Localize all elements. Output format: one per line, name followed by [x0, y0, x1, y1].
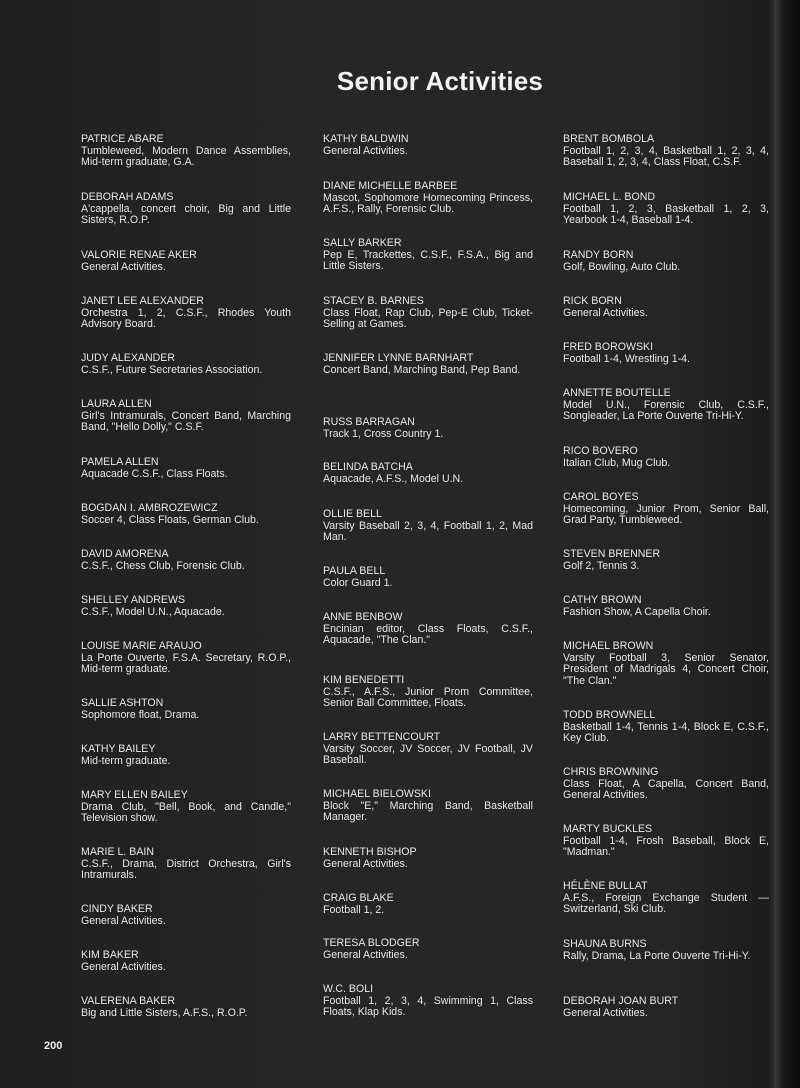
list-item	[563, 446, 769, 469]
list-item	[323, 566, 533, 589]
student-name: PATRICE ABARE	[81, 133, 164, 145]
student-name: SALLIE ASHTON	[81, 697, 164, 709]
student-activities: General Activities.	[323, 857, 408, 870]
student-activities: Basketball 1-4, Tennis 1-4, Block E, C.S.F., Key Club.	[563, 720, 769, 745]
list-item	[563, 710, 769, 745]
list-item	[563, 134, 769, 169]
list-item	[563, 250, 769, 273]
student-activities: Sophomore float, Drama.	[81, 708, 200, 721]
list-item	[323, 238, 533, 273]
student-activities: General Activities.	[81, 960, 166, 973]
student-name: BOGDAN I. AMBROZEWICZ	[81, 502, 218, 514]
student-activities: Football 1-4, Frosh Baseball, Block E, "Madman."	[563, 834, 769, 859]
list-item	[563, 296, 769, 319]
list-item	[323, 417, 533, 440]
list-item	[81, 698, 291, 721]
student-activities: Rally, Drama, La Porte Ouverte Tri-Hi-Y.	[563, 949, 751, 962]
student-name: MARTY BUCKLES	[563, 823, 653, 835]
student-name: JUDY ALEXANDER	[81, 352, 176, 364]
student-activities: Concert Band, Marching Band, Pep Band.	[323, 363, 521, 376]
student-activities: C.S.F., Future Secretaries Association.	[81, 363, 263, 376]
student-activities: Football 1, 2.	[323, 903, 385, 916]
student-name: DEBORAH JOAN BURT	[563, 995, 679, 1007]
student-name: JANET LEE ALEXANDER	[81, 295, 204, 307]
list-item	[81, 847, 291, 882]
list-item	[563, 492, 769, 527]
student-activities: Football 1, 2, 3, Basketball 1, 2, 3, Yearbook 1-4, Baseball 1-4.	[563, 202, 769, 227]
list-item	[563, 595, 769, 618]
student-name: BELINDA BATCHA	[323, 461, 413, 473]
student-activities: Mascot, Sophomore Homecoming Princess, A.F.S., Rally, Forensic Club.	[323, 191, 533, 216]
student-name: HÉLÈNE BULLAT	[563, 880, 648, 892]
list-item	[81, 353, 291, 376]
student-activities: Big and Little Sisters, A.F.S., R.O.P.	[81, 1006, 248, 1019]
list-item	[563, 388, 769, 423]
student-activities: Tumbleweed, Modern Dance Assemblies, Mid-term graduate, G.A.	[81, 144, 291, 169]
student-activities: A.F.S., Foreign Exchange Student — Switzerland, Ski Club.	[563, 891, 769, 916]
list-item	[563, 939, 769, 962]
student-activities: General Activities.	[563, 306, 648, 319]
student-activities: Class Float, A Capella, Concert Band, General Activities.	[563, 777, 769, 802]
student-name: W.C. BOLI	[323, 983, 374, 995]
list-item	[323, 509, 533, 544]
student-activities: Varsity Football 3, Senior Senator, President of Madrigals 4, Concert Choir, "The Clan."	[563, 651, 769, 687]
student-activities: Mid-term graduate.	[81, 754, 171, 767]
list-item	[81, 296, 291, 331]
student-activities: Aquacade C.S.F., Class Floats.	[81, 467, 228, 480]
student-name: SALLY BARKER	[323, 237, 402, 249]
list-item	[323, 612, 533, 647]
list-item	[563, 767, 769, 802]
list-item	[323, 938, 533, 961]
student-activities: Encinian editor, Class Floats, C.S.F., Aquacade, "The Clan."	[323, 622, 533, 647]
student-activities: General Activities.	[323, 948, 408, 961]
list-item	[323, 893, 533, 916]
student-activities: A'cappella, concert choir, Big and Little Sisters, R.O.P.	[81, 202, 291, 227]
list-item	[323, 847, 533, 870]
list-item	[323, 134, 533, 157]
list-item	[81, 399, 291, 434]
student-activities: Homecoming, Junior Prom, Senior Ball, Grad Party, Tumbleweed.	[563, 502, 769, 527]
student-name: KIM BAKER	[81, 949, 139, 961]
student-activities: General Activities.	[563, 1006, 648, 1019]
student-name: KATHY BALDWIN	[323, 133, 409, 145]
student-name: LOUISE MARIE ARAUJO	[81, 640, 202, 652]
student-name: CRAIG BLAKE	[323, 892, 394, 904]
page-title: Senior Activities	[336, 66, 544, 96]
list-item	[323, 353, 533, 376]
list-item	[563, 824, 769, 859]
student-name: RUSS BARRAGAN	[323, 416, 415, 428]
student-name: MARIE L. BAIN	[81, 846, 154, 858]
list-item	[323, 984, 533, 1019]
student-name: CINDY BAKER	[81, 903, 153, 915]
list-item	[323, 181, 533, 216]
list-item	[563, 641, 769, 687]
student-activities: General Activities.	[81, 260, 166, 273]
student-name: DIANE MICHELLE BARBEE	[323, 180, 458, 192]
student-name: STACEY B. BARNES	[323, 295, 424, 307]
student-name: MARY ELLEN BAILEY	[81, 789, 188, 801]
list-item	[81, 996, 291, 1019]
list-item	[323, 462, 533, 485]
list-item	[563, 192, 769, 227]
student-name: KENNETH BISHOP	[323, 846, 417, 858]
student-activities: General Activities.	[81, 914, 166, 927]
student-name: FRED BOROWSKI	[563, 341, 654, 353]
student-activities: Aquacade, A.F.S., Model U.N.	[323, 472, 464, 485]
list-item	[323, 675, 533, 710]
student-activities: Orchestra 1, 2, C.S.F., Rhodes Youth Advisory Board.	[81, 306, 291, 331]
student-name: PAULA BELL	[323, 565, 386, 577]
student-name: JENNIFER LYNNE BARNHART	[323, 352, 474, 364]
student-activities: Girl's Intramurals, Concert Band, Marching Band, "Hello Dolly," C.S.F.	[81, 409, 291, 434]
list-item	[563, 881, 769, 916]
student-name: TERESA BLODGER	[323, 937, 420, 949]
student-name: OLLIE BELL	[323, 508, 382, 520]
student-name: CAROL BOYES	[563, 491, 639, 503]
student-name: BRENT BOMBOLA	[563, 133, 655, 145]
page-binding-edge	[774, 0, 800, 1088]
student-activities: Varsity Baseball 2, 3, 4, Football 1, 2, Mad Man.	[323, 519, 533, 544]
student-activities: Football 1-4, Wrestling 1-4.	[563, 352, 690, 365]
student-activities: Track 1, Cross Country 1.	[323, 427, 444, 440]
student-name: DAVID AMORENA	[81, 548, 169, 560]
student-activities: Drama Club, "Bell, Book, and Candle," Television show.	[81, 800, 291, 825]
student-activities: C.S.F., Chess Club, Forensic Club.	[81, 559, 245, 572]
list-item	[81, 950, 291, 973]
student-name: VALORIE RENAE AKER	[81, 249, 197, 261]
student-activities: Pep E, Trackettes, C.S.F., F.S.A., Big and Little Sisters.	[323, 248, 533, 273]
student-activities: C.S.F., A.F.S., Junior Prom Committee, Senior Ball Committee, Floats.	[323, 685, 533, 710]
student-name: SHAUNA BURNS	[563, 938, 647, 950]
student-name: RICO BOVERO	[563, 445, 638, 457]
list-item	[323, 732, 533, 767]
student-name: SHELLEY ANDREWS	[81, 594, 186, 606]
student-activities: Class Float, Rap Club, Pep-E Club, Ticket-Selling at Games.	[323, 306, 533, 331]
student-name: PAMELA ALLEN	[81, 456, 159, 468]
student-name: RANDY BORN	[563, 249, 634, 261]
page-number: 200	[44, 1040, 63, 1052]
student-name: MICHAEL BROWN	[563, 640, 654, 652]
student-name: ANNE BENBOW	[323, 611, 403, 623]
student-name: CHRIS BROWNING	[563, 766, 659, 778]
student-name: STEVEN BRENNER	[563, 548, 661, 560]
student-activities: Soccer 4, Class Floats, German Club.	[81, 513, 259, 526]
student-name: CATHY BROWN	[563, 594, 642, 606]
student-name: KATHY BAILEY	[81, 743, 156, 755]
list-item	[323, 296, 533, 331]
student-activities: Model U.N., Forensic Club, C.S.F., Songleader, La Porte Ouverte Tri-Hi-Y.	[563, 398, 769, 423]
list-item	[81, 192, 291, 227]
list-item	[563, 549, 769, 572]
student-name: KIM BENEDETTI	[323, 674, 405, 686]
student-name: DEBORAH ADAMS	[81, 191, 174, 203]
list-item	[81, 744, 291, 767]
student-name: RICK BORN	[563, 295, 622, 307]
list-item	[81, 503, 291, 526]
list-item	[81, 641, 291, 676]
list-item	[81, 595, 291, 618]
student-activities: General Activities.	[323, 144, 408, 157]
student-name: LARRY BETTENCOURT	[323, 731, 441, 743]
student-activities: Football 1, 2, 3, 4, Basketball 1, 2, 3, 4, Baseball 1, 2, 3, 4, Class Float, C.S.F.	[563, 144, 769, 169]
list-item	[81, 549, 291, 572]
student-name: TODD BROWNELL	[563, 709, 656, 721]
list-item	[81, 134, 291, 169]
student-name: MICHAEL L. BOND	[563, 191, 656, 203]
list-item	[81, 790, 291, 825]
student-activities: Golf 2, Tennis 3.	[563, 559, 640, 572]
list-item	[563, 342, 769, 365]
student-activities: C.S.F., Model U.N., Aquacade.	[81, 605, 225, 618]
student-activities: Block "E," Marching Band, Basketball Manager.	[323, 799, 533, 824]
student-activities: C.S.F., Drama, District Orchestra, Girl's Intramurals.	[81, 857, 291, 882]
list-item	[563, 996, 769, 1019]
student-activities: Golf, Bowling, Auto Club.	[563, 260, 681, 273]
list-item	[323, 789, 533, 824]
list-item	[81, 250, 291, 273]
student-activities: Varsity Soccer, JV Soccer, JV Football, JV Baseball.	[323, 742, 533, 767]
student-activities: Fashion Show, A Capella Choir.	[563, 605, 711, 618]
student-name: MICHAEL BIELOWSKI	[323, 788, 431, 800]
student-name: VALERENA BAKER	[81, 995, 176, 1007]
student-activities: Football 1, 2, 3, 4, Swimming 1, Class Floats, Klap Kids.	[323, 994, 533, 1019]
student-activities: La Porte Ouverte, F.S.A. Secretary, R.O.P., Mid-term graduate.	[81, 651, 291, 676]
student-activities: Italian Club, Mug Club.	[563, 456, 671, 469]
list-item	[81, 904, 291, 927]
student-name: LAURA ALLEN	[81, 398, 152, 410]
list-item	[81, 457, 291, 480]
student-name: ANNETTE BOUTELLE	[563, 387, 671, 399]
student-activities: Color Guard 1.	[323, 576, 393, 589]
